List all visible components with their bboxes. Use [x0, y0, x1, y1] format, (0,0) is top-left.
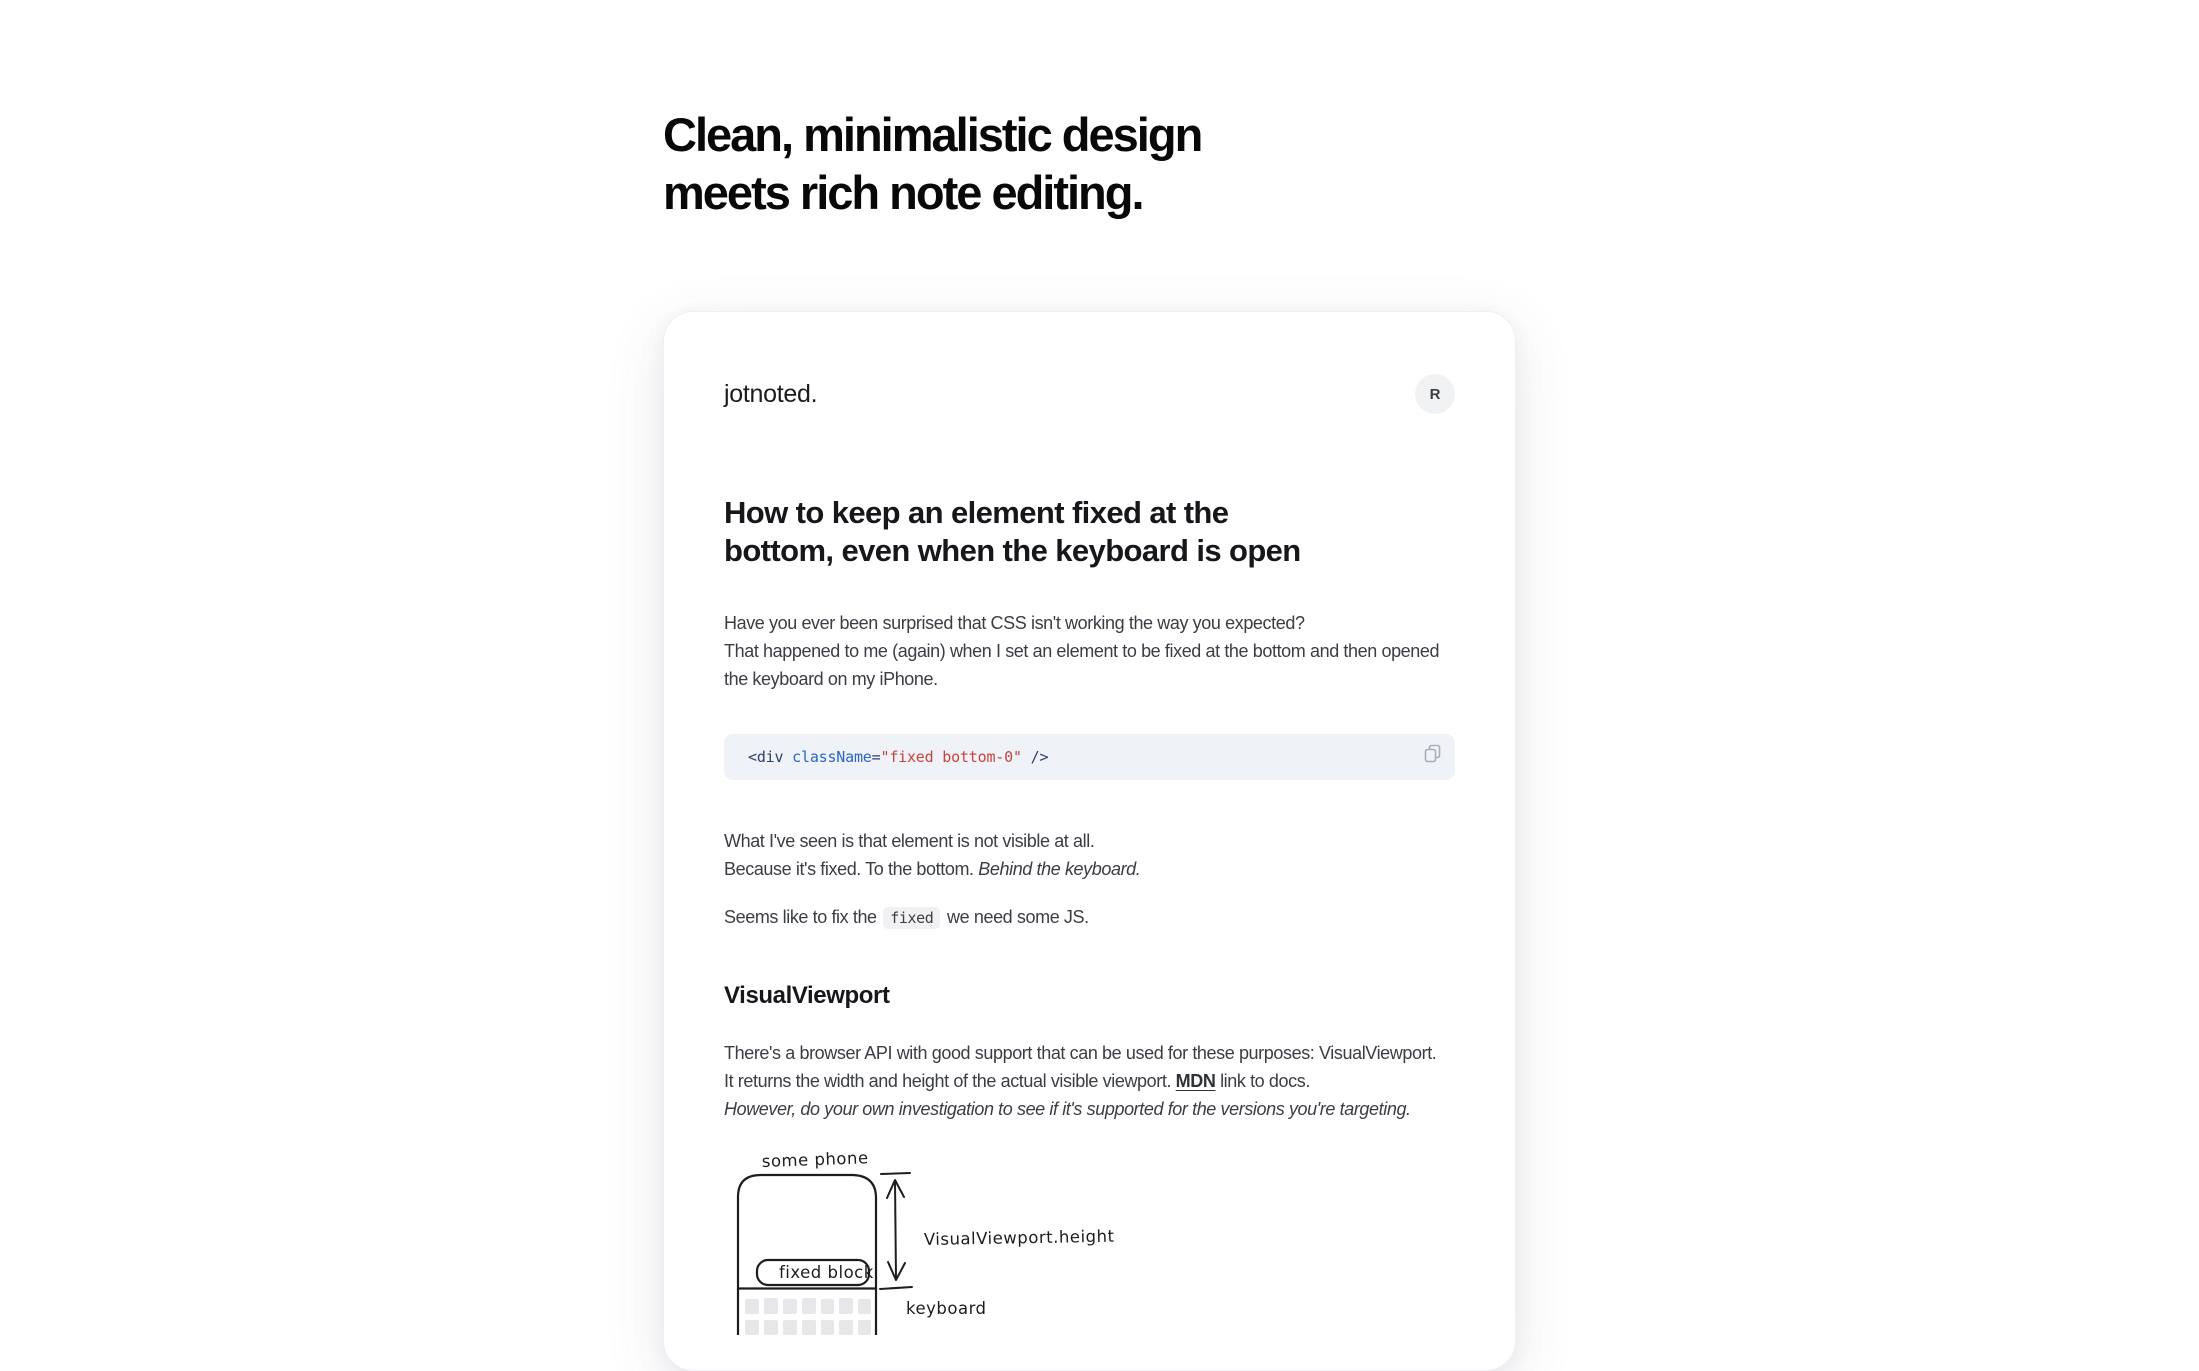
card-header — [724, 374, 1455, 414]
code-tag-close: /> — [1021, 748, 1049, 766]
article-title — [724, 494, 1455, 570]
inline-code-fixed: fixed — [883, 907, 940, 929]
avatar[interactable] — [1415, 374, 1455, 414]
diagram-height-label: VisualViewport.height — [923, 1226, 1115, 1249]
measure-tick-bottom — [880, 1287, 912, 1289]
code-block — [724, 734, 1455, 780]
brand-logo[interactable]: jotnoted. — [724, 379, 818, 408]
intro-line1: Have you ever been surprised that CSS isn't working the way you expected? — [724, 613, 1305, 633]
paragraph-seen — [724, 827, 1455, 883]
intro-line2: That happened to me (again) when I set an element to be fixed at the bottom and then opened the keyboard on my iPhone. — [724, 641, 1440, 689]
article-title-line2: bottom, even when the keyboard is open — [724, 533, 1301, 568]
hero-heading-line2: meets rich note editing. — [663, 166, 1143, 219]
keyboard-keys — [745, 1298, 871, 1335]
seen-line2 — [724, 855, 1455, 883]
api-line2 — [724, 1067, 1455, 1095]
api-line1: There's a browser API with good support that can be used for these purposes: VisualViewport. — [724, 1043, 1437, 1063]
api-line2-after: link to docs. — [1215, 1071, 1310, 1091]
paragraph-seems — [724, 903, 1455, 932]
seen-line1: What I've seen is that element is not visible at all. — [724, 831, 1095, 851]
seen-line2-normal: Because it's fixed. To the bottom. — [724, 859, 979, 879]
measure-arrow-line — [895, 1181, 896, 1279]
avatar-initial: R — [1429, 385, 1441, 403]
paragraph-intro — [724, 609, 1455, 693]
copy-icon — [1422, 742, 1444, 764]
code-tag-open: <div — [748, 748, 793, 766]
seen-line2-italic: Behind the keyboard. — [978, 859, 1141, 879]
note-card — [663, 311, 1516, 1371]
hero-heading-line1: Clean, minimalistic design — [663, 108, 1202, 161]
article-title-line1: How to keep an element fixed at the — [724, 495, 1229, 530]
api-line3-italic: However, do your own investigation to see if it's supported for the versions you're targeting. — [724, 1099, 1411, 1119]
code-snippet — [748, 748, 1048, 766]
code-equals: = — [871, 748, 881, 766]
seems-text-after: we need some JS. — [942, 907, 1089, 927]
diagram-phone-label: some phone — [761, 1148, 869, 1171]
keyboard-diagram — [724, 1139, 1154, 1335]
code-attr-value: "fixed bottom-0" — [880, 748, 1022, 766]
diagram-keyboard-label: keyboard — [906, 1299, 987, 1318]
measure-tick-top — [881, 1173, 910, 1174]
mdn-link[interactable]: MDN — [1175, 1071, 1216, 1091]
section-heading: VisualViewport — [724, 982, 890, 1009]
api-line2-before: It returns the width and height of the actual visible viewport. — [724, 1071, 1176, 1091]
seems-text-before: Seems like to fix the — [724, 907, 882, 927]
fixed-block-label: fixed block — [779, 1263, 874, 1282]
copy-button[interactable] — [1419, 739, 1447, 767]
hero-heading — [663, 106, 1201, 222]
code-attr-name: className — [792, 748, 872, 766]
paragraph-api — [724, 1039, 1455, 1123]
